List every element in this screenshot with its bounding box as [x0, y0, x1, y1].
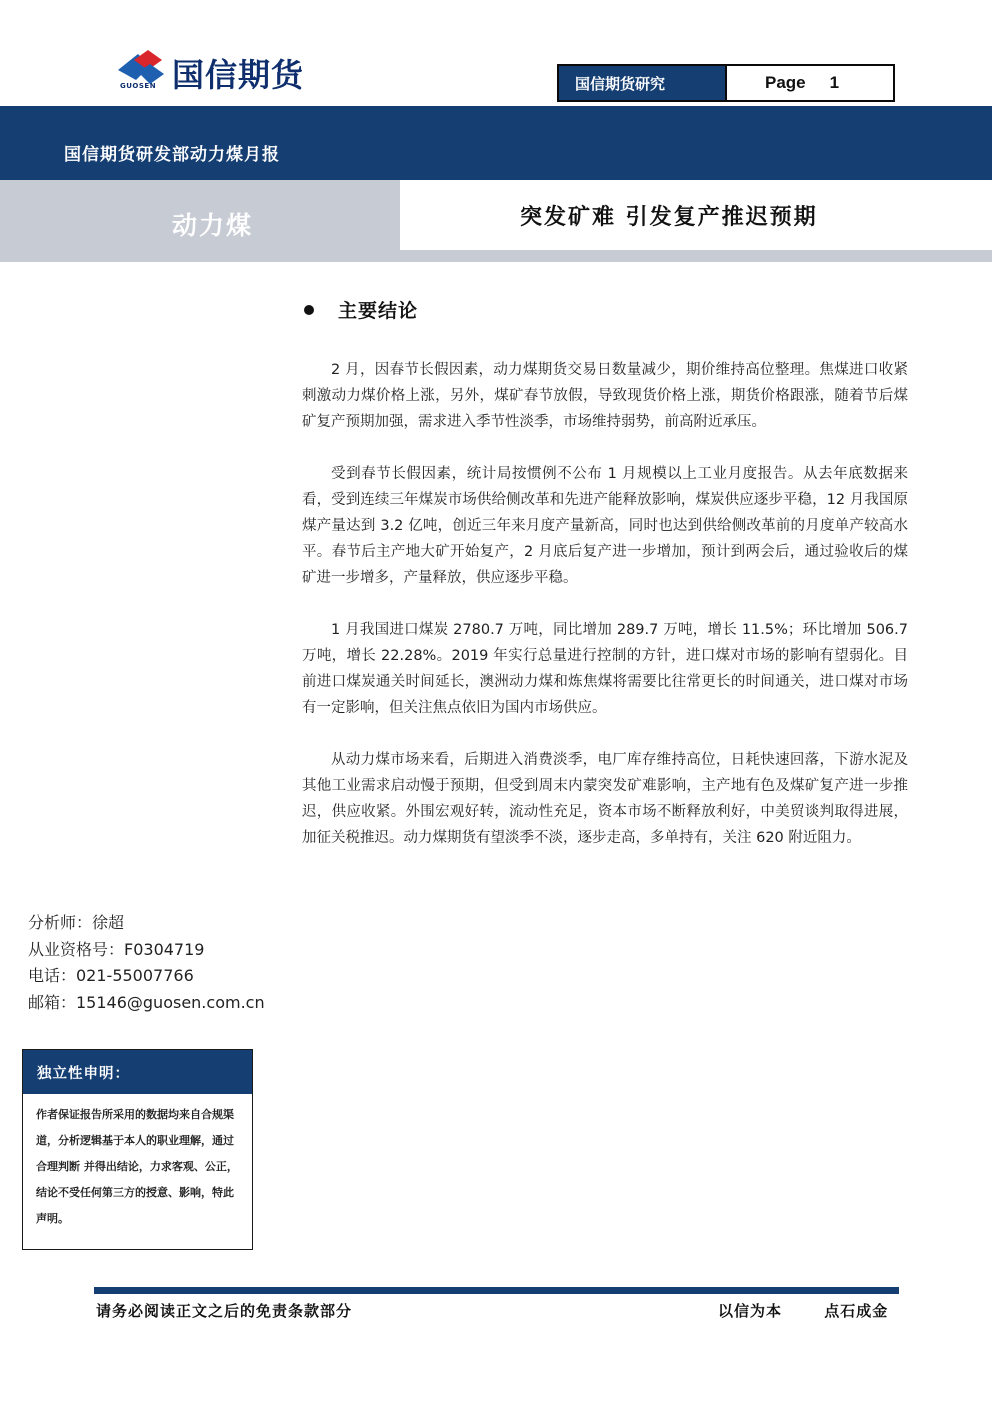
analyst-license: 从业资格号：F0304719 [28, 939, 205, 959]
analyst-name: 分析师：徐超 [28, 913, 125, 932]
analyst-phone: 电话：021-55007766 [28, 966, 194, 985]
footer-divider [94, 1287, 899, 1294]
paragraph: 1 月我国进口煤炭 2780.7 万吨，同比增加 289.7 万吨，增长 11.5%；环比增加 506.7 万吨，增长 22.28%。2019 年实行总量进行控制的方针，进口煤对市场的影响有望弱化。目前进口煤炭通关时间延长，澳洲动力煤和炼焦煤将需要比往常更长的时间通关，进口煤对市场有一定影响，但关注焦点依旧为国内市场供应。 [302, 622, 908, 716]
headline-box [400, 180, 992, 250]
page-number-box [727, 66, 893, 100]
declaration-text: 作者保证报告所采用的数据均来自合规渠道，分析逻辑基于本人的职业理解，通过合理判断 并得出结论，力求客观、公正，结论不受任何第三方的授意、影响，特此声明。 [36, 1108, 238, 1225]
report-name: 国信期货研发部动力煤月报 [64, 145, 280, 165]
footer-slogan [718, 1300, 888, 1321]
report-date: 2019 年 2 月 24 日 [846, 265, 962, 279]
slogan-2: 点石成金 [824, 1302, 889, 1320]
declaration-title: 独立性申明： [23, 1050, 252, 1094]
logo-subtext: GUOSEN [120, 82, 157, 90]
page-number: 1 [829, 73, 840, 92]
analyst-email: 邮箱：15146@guosen.com.cn [28, 992, 265, 1012]
main-body [302, 357, 908, 877]
page-indicator [557, 64, 895, 102]
paragraph: 2 月，因春节长假因素，动力煤期货交易日数量减少，期价维持高位整理。焦煤进口收紧刺激动力煤价格上涨，另外，煤矿春节放假，导致现货价格上涨，期货价格跟涨，随着节后煤矿复产预期加强，需求进入季节性淡季，市场维持弱势，前高附近承压。 [302, 362, 908, 430]
bullet-icon [304, 305, 314, 315]
report-name-band [0, 106, 992, 180]
independence-declaration [22, 1049, 253, 1250]
commodity-label: 动力煤 [172, 211, 254, 240]
headline-title: 突发矿难 引发复产推迟预期 [520, 205, 818, 230]
footer-disclaimer: 请务必阅读正文之后的免责条款部分 [96, 1302, 353, 1320]
section-heading [304, 296, 418, 323]
headline-band [0, 180, 992, 279]
paragraph: 从动力煤市场来看，后期进入消费淡季，电厂库存维持高位，日耗快速回落，下游水泥及其他工业需求启动慢于预期，但受到周末内蒙突发矿难影响，主产地有色及煤矿复产进一步推迟，供应收紧。外围宏观好转，流动性充足，资本市场不断释放利好，中美贸谈判取得进展，加征关税推迟。动力煤期货有望淡季不淡，逐步走高，多单持有，关注 620 附近阻力。 [302, 752, 908, 846]
page-label: Page [765, 73, 806, 92]
section-title: 主要结论 [338, 300, 419, 322]
logo-text: 国信期货 [172, 56, 305, 94]
paragraph: 受到春节长假因素，统计局按惯例不公布 1 月规模以上工业月度报告。从去年底数据来看，受到连续三年煤炭市场供给侧改革和先进产能释放影响，煤炭供应逐步平稳，12 月我国原煤产量达到 3.2 亿吨，创近三年来月度产量新高，同时也达到供给侧改革前的月度单产较高水平。春节后主产地大矿开始复产，2 月底后复产进一步增加，预计到两会后，通过验收后的煤矿进一步增多，产量释放，供应逐步平稳。 [302, 466, 908, 586]
slogan-1: 以信为本 [718, 1302, 783, 1320]
company-logo [116, 46, 346, 96]
research-label: 国信期货研究 [559, 66, 727, 100]
analyst-info [28, 910, 265, 1016]
